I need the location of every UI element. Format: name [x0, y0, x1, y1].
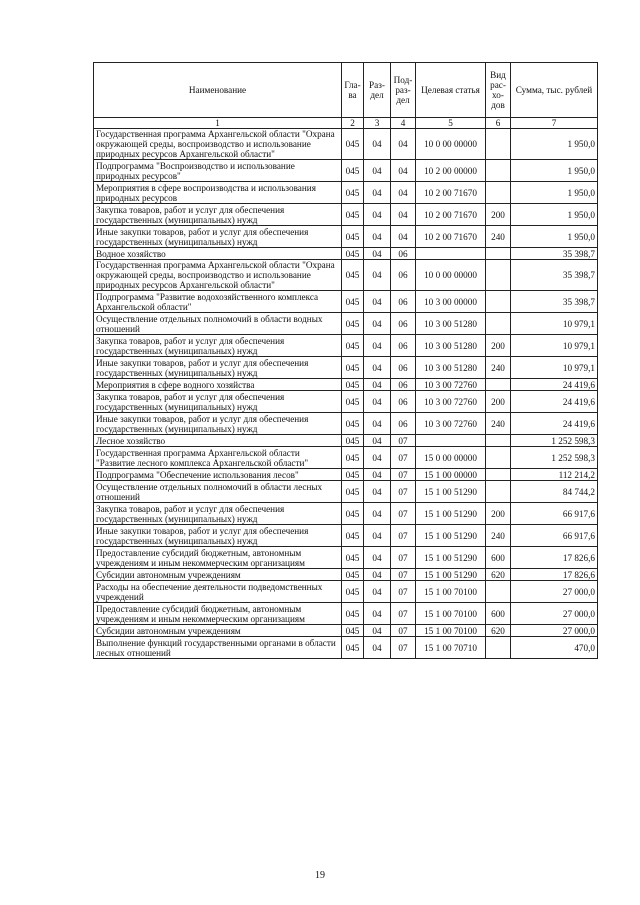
row-name: Закупка товаров, работ и услуг для обеспечения государственных (муниципальных) нужд [94, 335, 342, 357]
row-section: 04 [364, 313, 391, 335]
row-name: Лесное хозяйство [94, 435, 342, 447]
row-sum: 112 214,2 [511, 469, 598, 481]
row-section: 04 [364, 379, 391, 391]
row-expense-type [486, 313, 511, 335]
row-chapter: 045 [342, 335, 364, 357]
page-number: 19 [315, 870, 325, 881]
row-section: 04 [364, 625, 391, 637]
table-row [94, 160, 598, 182]
row-chapter: 045 [342, 313, 364, 335]
header-row [94, 63, 598, 118]
row-section: 04 [364, 182, 391, 204]
header-chapter: Гла-ва [342, 63, 364, 118]
row-subsection: 06 [391, 335, 416, 357]
header-subsection: Под-раз-дел [391, 63, 416, 118]
row-expense-type [486, 260, 511, 291]
row-name: Субсидии автономным учреждениям [94, 569, 342, 581]
row-sum: 35 398,7 [511, 291, 598, 313]
row-sum: 1 950,0 [511, 226, 598, 248]
row-subsection: 07 [391, 547, 416, 569]
header-expense-type: Вид рас-хо-дов [486, 63, 511, 118]
row-expense-type [486, 248, 511, 260]
row-target: 15 1 00 70710 [416, 637, 486, 659]
table-row [94, 291, 598, 313]
row-chapter: 045 [342, 625, 364, 637]
row-expense-type: 200 [486, 335, 511, 357]
row-section: 04 [364, 547, 391, 569]
row-section: 04 [364, 569, 391, 581]
column-number-row [94, 118, 598, 129]
row-subsection: 07 [391, 569, 416, 581]
row-section: 04 [364, 335, 391, 357]
row-chapter: 045 [342, 637, 364, 659]
row-section: 04 [364, 603, 391, 625]
row-chapter: 045 [342, 547, 364, 569]
table-row [94, 481, 598, 503]
row-expense-type: 240 [486, 357, 511, 379]
table-row [94, 335, 598, 357]
row-section: 04 [364, 447, 391, 469]
table-row [94, 248, 598, 260]
row-subsection: 04 [391, 204, 416, 226]
row-chapter: 045 [342, 447, 364, 469]
row-name: Иные закупки товаров, работ и услуг для обеспечения государственных (муниципальных) нужд [94, 226, 342, 248]
row-subsection: 06 [391, 291, 416, 313]
table-row [94, 569, 598, 581]
row-subsection: 06 [391, 248, 416, 260]
row-target: 10 0 00 00000 [416, 260, 486, 291]
row-section: 04 [364, 469, 391, 481]
table-row [94, 603, 598, 625]
row-expense-type [486, 291, 511, 313]
row-subsection: 07 [391, 481, 416, 503]
row-expense-type: 620 [486, 625, 511, 637]
row-subsection: 06 [391, 379, 416, 391]
row-chapter: 045 [342, 569, 364, 581]
row-chapter: 045 [342, 182, 364, 204]
row-subsection: 06 [391, 313, 416, 335]
row-sum: 10 979,1 [511, 335, 598, 357]
row-subsection: 07 [391, 625, 416, 637]
table-row [94, 129, 598, 160]
column-number: 6 [486, 118, 511, 129]
row-name: Мероприятия в сфере водного хозяйства [94, 379, 342, 391]
column-number: 4 [391, 118, 416, 129]
row-chapter: 045 [342, 603, 364, 625]
row-name: Закупка товаров, работ и услуг для обеспечения государственных (муниципальных) нужд [94, 204, 342, 226]
row-expense-type: 240 [486, 226, 511, 248]
row-sum: 10 979,1 [511, 313, 598, 335]
row-expense-type [486, 435, 511, 447]
row-chapter: 045 [342, 581, 364, 603]
row-chapter: 045 [342, 469, 364, 481]
table-row [94, 469, 598, 481]
row-name: Подпрограмма "Обеспечение использования лесов" [94, 469, 342, 481]
row-sum: 84 744,2 [511, 481, 598, 503]
row-sum: 1 950,0 [511, 129, 598, 160]
row-chapter: 045 [342, 357, 364, 379]
row-expense-type [486, 182, 511, 204]
header-target: Целевая статья [416, 63, 486, 118]
row-subsection: 07 [391, 447, 416, 469]
row-subsection: 07 [391, 637, 416, 659]
row-subsection: 06 [391, 413, 416, 435]
column-number: 1 [94, 118, 342, 129]
row-target: 10 3 00 72760 [416, 379, 486, 391]
column-number: 2 [342, 118, 364, 129]
header-name: Наименование [94, 63, 342, 118]
row-chapter: 045 [342, 248, 364, 260]
row-subsection: 06 [391, 260, 416, 291]
budget-table [93, 62, 598, 659]
row-target: 10 2 00 71670 [416, 182, 486, 204]
row-sum: 1 252 598,3 [511, 447, 598, 469]
table-row [94, 625, 598, 637]
row-expense-type [486, 581, 511, 603]
row-expense-type: 600 [486, 603, 511, 625]
row-expense-type [486, 160, 511, 182]
table-row [94, 447, 598, 469]
header-sum: Сумма, тыс. рублей [511, 63, 598, 118]
row-expense-type [486, 447, 511, 469]
row-subsection: 04 [391, 226, 416, 248]
row-section: 04 [364, 260, 391, 291]
row-target: 15 1 00 51290 [416, 569, 486, 581]
row-chapter: 045 [342, 525, 364, 547]
table-row [94, 226, 598, 248]
row-expense-type: 200 [486, 204, 511, 226]
row-name: Иные закупки товаров, работ и услуг для обеспечения государственных (муниципальных) нужд [94, 357, 342, 379]
row-target: 10 3 00 51280 [416, 357, 486, 379]
row-target: 15 1 00 70100 [416, 603, 486, 625]
row-subsection: 04 [391, 160, 416, 182]
row-sum: 27 000,0 [511, 581, 598, 603]
row-subsection: 04 [391, 129, 416, 160]
row-subsection: 06 [391, 357, 416, 379]
row-target: 10 2 00 71670 [416, 204, 486, 226]
column-number: 5 [416, 118, 486, 129]
table-row [94, 182, 598, 204]
row-chapter: 045 [342, 379, 364, 391]
row-section: 04 [364, 248, 391, 260]
row-expense-type [486, 129, 511, 160]
row-name: Расходы на обеспечение деятельности подведомственных учреждений [94, 581, 342, 603]
table-row [94, 413, 598, 435]
row-sum: 24 419,6 [511, 391, 598, 413]
row-subsection: 07 [391, 469, 416, 481]
row-section: 04 [364, 204, 391, 226]
column-number: 7 [511, 118, 598, 129]
row-subsection: 06 [391, 391, 416, 413]
row-subsection: 07 [391, 581, 416, 603]
row-chapter: 045 [342, 204, 364, 226]
row-name: Подпрограмма "Развитие водохозяйственного комплекса Архангельской области" [94, 291, 342, 313]
table-row [94, 357, 598, 379]
row-subsection: 07 [391, 525, 416, 547]
row-section: 04 [364, 357, 391, 379]
row-sum: 24 419,6 [511, 413, 598, 435]
row-section: 04 [364, 503, 391, 525]
row-expense-type: 240 [486, 413, 511, 435]
row-expense-type: 200 [486, 391, 511, 413]
row-name: Иные закупки товаров, работ и услуг для обеспечения государственных (муниципальных) нужд [94, 413, 342, 435]
row-expense-type: 200 [486, 503, 511, 525]
row-target: 10 3 00 00000 [416, 291, 486, 313]
row-sum: 35 398,7 [511, 248, 598, 260]
row-sum: 17 826,6 [511, 569, 598, 581]
row-target: 10 3 00 72760 [416, 413, 486, 435]
row-sum: 1 950,0 [511, 160, 598, 182]
table-row [94, 391, 598, 413]
row-name: Предоставление субсидий бюджетным, автономным учреждениям и иным некоммерческим организациям [94, 547, 342, 569]
row-target: 10 3 00 51280 [416, 335, 486, 357]
row-sum: 24 419,6 [511, 379, 598, 391]
row-expense-type [486, 469, 511, 481]
row-section: 04 [364, 391, 391, 413]
table-row [94, 379, 598, 391]
table-row [94, 637, 598, 659]
row-chapter: 045 [342, 129, 364, 160]
row-name: Государственная программа Архангельской области "Развитие лесного комплекса Архангельской области" [94, 447, 342, 469]
row-chapter: 045 [342, 503, 364, 525]
row-sum: 27 000,0 [511, 603, 598, 625]
row-target [416, 248, 486, 260]
row-target: 10 2 00 00000 [416, 160, 486, 182]
row-target: 15 1 00 70100 [416, 581, 486, 603]
table-row [94, 547, 598, 569]
row-name: Водное хозяйство [94, 248, 342, 260]
row-sum: 17 826,6 [511, 547, 598, 569]
row-expense-type: 600 [486, 547, 511, 569]
row-target: 10 3 00 72760 [416, 391, 486, 413]
header-section: Раз-дел [364, 63, 391, 118]
row-subsection: 07 [391, 435, 416, 447]
row-target: 10 0 00 00000 [416, 129, 486, 160]
row-subsection: 07 [391, 503, 416, 525]
row-name: Осуществление отдельных полномочий в области лесных отношений [94, 481, 342, 503]
row-target: 15 1 00 51290 [416, 503, 486, 525]
table-row [94, 260, 598, 291]
row-chapter: 045 [342, 291, 364, 313]
table-row [94, 435, 598, 447]
row-target: 15 1 00 51290 [416, 525, 486, 547]
row-sum: 66 917,6 [511, 525, 598, 547]
row-name: Закупка товаров, работ и услуг для обеспечения государственных (муниципальных) нужд [94, 503, 342, 525]
row-sum: 1 950,0 [511, 204, 598, 226]
row-name: Осуществление отдельных полномочий в области водных отношений [94, 313, 342, 335]
row-name: Иные закупки товаров, работ и услуг для обеспечения государственных (муниципальных) нужд [94, 525, 342, 547]
row-expense-type [486, 481, 511, 503]
row-section: 04 [364, 291, 391, 313]
table-row [94, 525, 598, 547]
row-section: 04 [364, 129, 391, 160]
row-chapter: 045 [342, 226, 364, 248]
row-section: 04 [364, 481, 391, 503]
table-row [94, 581, 598, 603]
row-expense-type [486, 379, 511, 391]
column-number: 3 [364, 118, 391, 129]
row-section: 04 [364, 581, 391, 603]
row-chapter: 045 [342, 391, 364, 413]
row-sum: 10 979,1 [511, 357, 598, 379]
row-section: 04 [364, 435, 391, 447]
row-chapter: 045 [342, 260, 364, 291]
row-target: 15 1 00 51290 [416, 547, 486, 569]
row-chapter: 045 [342, 481, 364, 503]
row-name: Субсидии автономным учреждениям [94, 625, 342, 637]
row-target: 10 2 00 71670 [416, 226, 486, 248]
row-chapter: 045 [342, 413, 364, 435]
row-sum: 66 917,6 [511, 503, 598, 525]
table-row [94, 204, 598, 226]
row-name: Государственная программа Архангельской области "Охрана окружающей среды, воспроизводство и использование природных ресурсов Архангельской области" [94, 260, 342, 291]
row-sum: 1 252 598,3 [511, 435, 598, 447]
row-name: Подпрограмма "Воспроизводство и использование природных ресурсов" [94, 160, 342, 182]
row-subsection: 07 [391, 603, 416, 625]
row-target: 10 3 00 51280 [416, 313, 486, 335]
row-expense-type: 240 [486, 525, 511, 547]
row-expense-type: 620 [486, 569, 511, 581]
row-section: 04 [364, 160, 391, 182]
row-target: 15 1 00 70100 [416, 625, 486, 637]
row-expense-type [486, 637, 511, 659]
row-name: Государственная программа Архангельской области "Охрана окружающей среды, воспроизводство и использование природных ресурсов Архангельской области" [94, 129, 342, 160]
table-row [94, 503, 598, 525]
row-section: 04 [364, 226, 391, 248]
row-section: 04 [364, 637, 391, 659]
table-body [94, 129, 598, 659]
row-sum: 27 000,0 [511, 625, 598, 637]
row-name: Выполнение функций государственными органами в области лесных отношений [94, 637, 342, 659]
table-row [94, 313, 598, 335]
row-name: Мероприятия в сфере воспроизводства и использования природных ресурсов [94, 182, 342, 204]
row-subsection: 04 [391, 182, 416, 204]
row-target: 15 0 00 00000 [416, 447, 486, 469]
row-chapter: 045 [342, 160, 364, 182]
row-chapter: 045 [342, 435, 364, 447]
row-name: Предоставление субсидий бюджетным, автономным учреждениям и иным некоммерческим организациям [94, 603, 342, 625]
row-section: 04 [364, 525, 391, 547]
row-sum: 1 950,0 [511, 182, 598, 204]
row-target [416, 435, 486, 447]
row-name: Закупка товаров, работ и услуг для обеспечения государственных (муниципальных) нужд [94, 391, 342, 413]
row-target: 15 1 00 00000 [416, 469, 486, 481]
row-sum: 35 398,7 [511, 260, 598, 291]
row-section: 04 [364, 413, 391, 435]
row-target: 15 1 00 51290 [416, 481, 486, 503]
row-sum: 470,0 [511, 637, 598, 659]
